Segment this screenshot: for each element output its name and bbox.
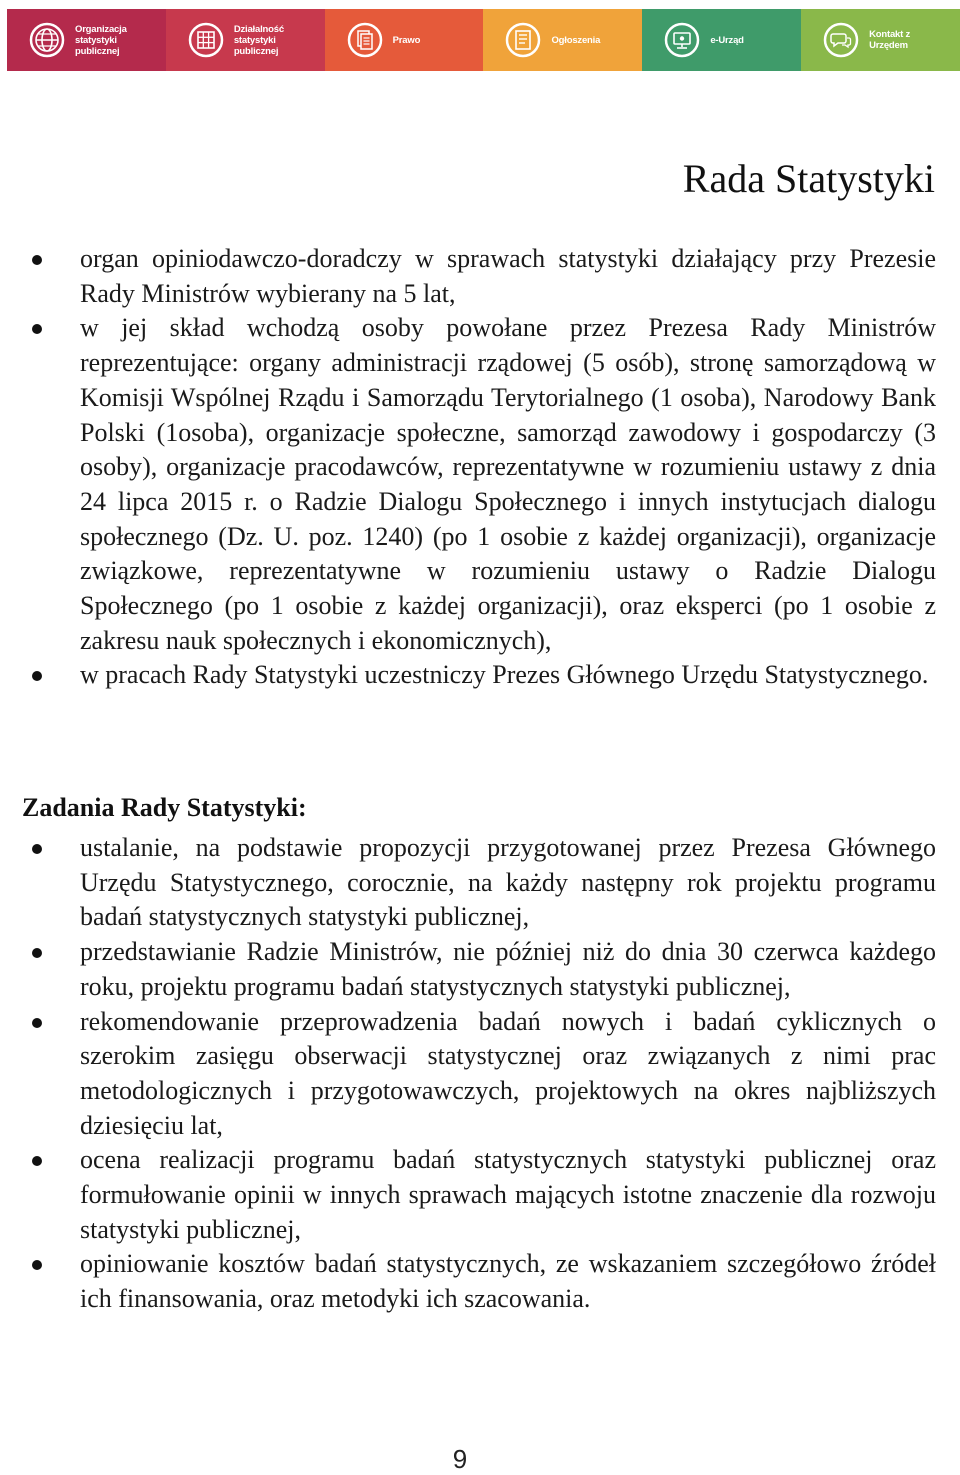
nav-tab-kontakt[interactable] bbox=[801, 9, 960, 71]
nav-tab-label: Ogłoszenia bbox=[551, 34, 601, 46]
list-item: rekomendowanie przeprowadzenia badań nowych i badań cyklicznych o szerokim zasięgu obserwacji statystycznej oraz związanych z nimi prac metodologicznych i przygotowawczych, projektowych na okres najbliższych dziesięciu lat, bbox=[0, 1005, 960, 1144]
page-title: Rada Statystyki bbox=[682, 156, 935, 201]
nav-tab-label: Kontakt z Urzędem bbox=[869, 29, 911, 51]
list-item: przedstawianie Radzie Ministrów, nie później niż do dnia 30 czerwca każdego roku, projektu programu badań statystycznych statystyki publicznej, bbox=[0, 935, 960, 1004]
nav-tab-dzialalnosc[interactable] bbox=[166, 9, 325, 71]
tasks-bullet-list bbox=[0, 831, 960, 1317]
tasks-heading: Zadania Rady Statystyki: bbox=[22, 793, 307, 822]
list-item: w pracach Rady Statystyki uczestniczy Prezes Głównego Urzędu Statystycznego. bbox=[0, 658, 960, 693]
list-item: ocena realizacji programu badań statystycznych statystyki publicznej oraz formułowanie opinii w innych sprawach mających istotne znaczenie dla rozwoju statystyki publicznej, bbox=[0, 1143, 960, 1247]
nav-tab-e-urzad[interactable] bbox=[642, 9, 801, 71]
top-navigation-bar bbox=[7, 9, 960, 71]
nav-tab-ogloszenia[interactable] bbox=[483, 9, 642, 71]
grid-icon bbox=[188, 22, 224, 58]
nav-tab-organizacja[interactable] bbox=[7, 9, 166, 71]
nav-tab-label: e-Urząd bbox=[710, 34, 744, 46]
globe-icon bbox=[29, 22, 65, 58]
nav-tab-label: Prawo bbox=[392, 34, 421, 46]
nav-tab-label: Organizacja statystyki publicznej bbox=[75, 23, 127, 57]
chat-icon bbox=[823, 22, 859, 58]
computer-icon bbox=[664, 22, 700, 58]
list-item: ustalanie, na podstawie propozycji przygotowanej przez Prezesa Głównego Urzędu Statystycznego, corocznie, na każdy następny rok projektu programu badań statystycznych statystyki publicznej, bbox=[0, 831, 960, 935]
list-item: w jej skład wchodzą osoby powołane przez Prezesa Rady Ministrów reprezentujące: organy administracji rządowej (5 osób), stronę samorządową w Komisji Wspólnej Rządu i Samorządu Terytorialnego (1 osoba), Narodowy Bank Polski (1osoba), organizacje społeczne, samorząd zawodowy i gospodarczy (3 osoby), organizacje pracodawców, reprezentatywne w rozumieniu ustawy z dnia 24 lipca 2015 r. o Radzie Dialogu Społecznego i innych instytucjach dialogu społecznego (Dz. U. poz. 1240) (po 1 osobie z każdej organizacji), organizacje związkowe, reprezentatywne w rozumieniu ustawy o Radzie Dialogu Społecznego (po 1 osobie z każdej organizacji), oraz eksperci (po 1 osobie z zakresu nauk społecznych i ekonomicznych), bbox=[0, 311, 960, 658]
document-stack-icon bbox=[347, 22, 383, 58]
notice-icon bbox=[505, 22, 541, 58]
list-item: organ opiniodawczo-doradczy w sprawach statystyki działający przy Prezesie Rady Ministrów wybierany na 5 lat, bbox=[0, 242, 960, 311]
nav-tab-prawo[interactable] bbox=[325, 9, 484, 71]
list-item: opiniowanie kosztów badań statystycznych, ze wskazaniem szczegółowo źródeł ich finansowania, oraz metodyki ich szacowania. bbox=[0, 1247, 960, 1316]
intro-bullet-list bbox=[0, 242, 960, 693]
page-number: 9 bbox=[452, 1444, 468, 1474]
nav-tab-label: Działalność statystyki publicznej bbox=[233, 23, 284, 57]
